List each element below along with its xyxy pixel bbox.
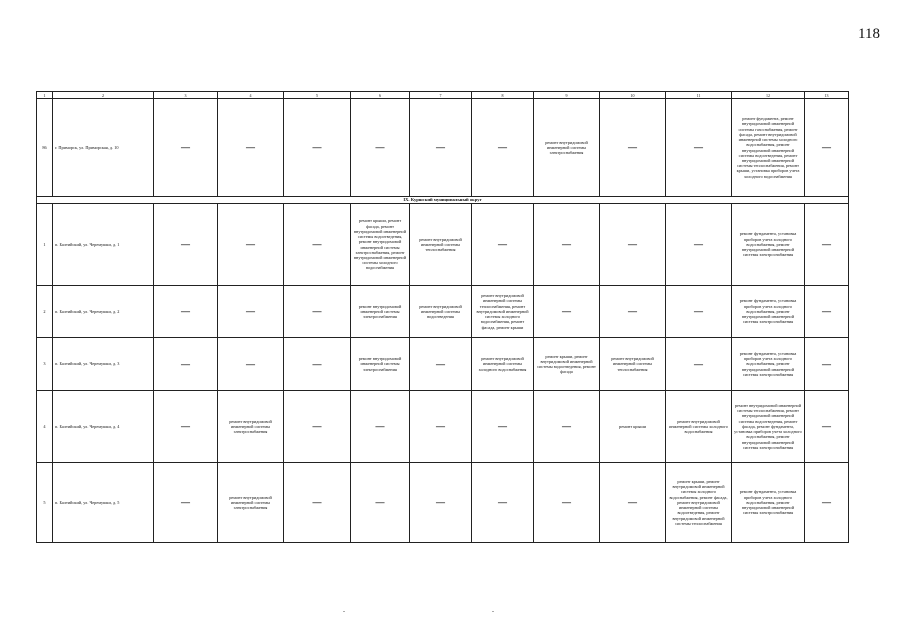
dash-cell: — <box>472 463 534 543</box>
work-cell: ремонт внутридомовой инженерной системы водоотведения <box>410 286 472 338</box>
dash-cell: — <box>154 99 218 197</box>
column-number: 6 <box>351 92 410 99</box>
work-cell: ремонт внутридомовой инженерной системы электроснабжения <box>534 99 600 197</box>
repair-schedule-table <box>36 91 849 543</box>
row-number: 3 <box>37 338 53 391</box>
column-number-row <box>37 92 849 99</box>
dash-cell: — <box>351 391 410 463</box>
column-number: 2 <box>53 92 154 99</box>
row-number: 4 <box>37 391 53 463</box>
column-number: 7 <box>410 92 472 99</box>
dash-cell: — <box>805 338 849 391</box>
dash-cell: — <box>284 463 351 543</box>
dash-cell: — <box>666 99 732 197</box>
dash-cell: — <box>154 286 218 338</box>
work-cell: ремонт фундамента, установка приборов учета холодного водоснабжения, ремонт внутридомовой инженерной системы электроснабжения <box>732 463 805 543</box>
dash-cell: — <box>472 391 534 463</box>
section-heading-row <box>37 197 849 204</box>
table-row <box>37 204 849 286</box>
scan-speck <box>492 611 494 612</box>
work-cell: ремонт внутридомовой инженерной системы теплоснабжения, ремонт внутридомовой инженерной системы холодного водоснабжения, ремонт фасада, ремонт крыши <box>472 286 534 338</box>
dash-cell: — <box>284 391 351 463</box>
column-number: 11 <box>666 92 732 99</box>
dash-cell: — <box>154 463 218 543</box>
dash-cell: — <box>534 391 600 463</box>
dash-cell: — <box>534 204 600 286</box>
work-cell: ремонт внутридомовой инженерной системы холодного водоснабжения <box>472 338 534 391</box>
dash-cell: — <box>154 204 218 286</box>
column-number: 8 <box>472 92 534 99</box>
dash-cell: — <box>805 99 849 197</box>
table-row <box>37 99 849 197</box>
column-number: 5 <box>284 92 351 99</box>
work-cell: ремонт фундамента, установка приборов учета холодного водоснабжения, ремонт внутридомовой инженерной системы электроснабжения <box>732 204 805 286</box>
dash-cell: — <box>154 338 218 391</box>
dash-cell: — <box>666 338 732 391</box>
row-number: 2 <box>37 286 53 338</box>
table-row <box>37 286 849 338</box>
work-cell: ремонт внутридомовой инженерной системы электроснабжения <box>351 338 410 391</box>
dash-cell: — <box>410 338 472 391</box>
dash-cell: — <box>666 286 732 338</box>
column-number: 12 <box>732 92 805 99</box>
address-cell: г. Приморск, ул. Приморская, д. 10 <box>53 99 154 197</box>
dash-cell: — <box>805 463 849 543</box>
address-cell: п. Балтийский, ул. Черемушки, д. 3 <box>53 338 154 391</box>
work-cell: ремонт крыши <box>600 391 666 463</box>
work-cell: ремонт внутридомовой инженерной системы электроснабжения <box>218 391 284 463</box>
dash-cell: — <box>154 391 218 463</box>
dash-cell: — <box>472 99 534 197</box>
dash-cell: — <box>805 204 849 286</box>
work-cell: ремонт фундамента, установка приборов учета холодного водоснабжения, ремонт внутридомовой инженерной системы электроснабжения <box>732 286 805 338</box>
dash-cell: — <box>666 204 732 286</box>
dash-cell: — <box>805 286 849 338</box>
work-cell: ремонт внутридомовой инженерной системы электроснабжения <box>218 463 284 543</box>
dash-cell: — <box>534 286 600 338</box>
dash-cell: — <box>805 391 849 463</box>
address-cell: п. Балтийский, ул. Черемушки, д. 1 <box>53 204 154 286</box>
address-cell: п. Балтийский, ул. Черемушки, д. 2 <box>53 286 154 338</box>
address-cell: п. Балтийский, ул. Черемушки, д. 4 <box>53 391 154 463</box>
dash-cell: — <box>351 99 410 197</box>
dash-cell: — <box>600 463 666 543</box>
dash-cell: — <box>410 99 472 197</box>
column-number: 10 <box>600 92 666 99</box>
dash-cell: — <box>472 204 534 286</box>
work-cell: ремонт внутридомовой инженерной системы холодного водоснабжения <box>666 391 732 463</box>
dash-cell: — <box>410 463 472 543</box>
work-cell: ремонт внутридомовой инженерной системы теплоснабжения <box>600 338 666 391</box>
table-row <box>37 338 849 391</box>
page-number: 118 <box>858 26 880 42</box>
row-number: 5 <box>37 463 53 543</box>
dash-cell: — <box>284 338 351 391</box>
row-number: 1 <box>37 204 53 286</box>
dash-cell: — <box>534 463 600 543</box>
scan-speck <box>343 611 345 612</box>
column-number: 9 <box>534 92 600 99</box>
dash-cell: — <box>284 99 351 197</box>
dash-cell: — <box>600 286 666 338</box>
section-title: IX. Куршский муниципальный округ <box>37 197 849 204</box>
dash-cell: — <box>218 286 284 338</box>
work-cell: ремонт крыши, ремонт внутридомовой инженерной системы холодного водоснабжения, ремонт фасада, ремонт внутридомовой инженерной системы водоотведения, ремонт внутридомовой инженерной системы теплоснабжения <box>666 463 732 543</box>
work-cell: ремонт внутридомовой инженерной системы теплоснабжения, ремонт внутридомовой инженерной системы водоотведения, ремонт фасада, ремонт фундамента, установка приборов учета холодного водоснабжения, ремонт внутридомовой инженерной системы электроснабжения <box>732 391 805 463</box>
dash-cell: — <box>600 99 666 197</box>
dash-cell: — <box>410 391 472 463</box>
work-cell: ремонт крыши, ремонт внутридомовой инженерной системы водоотведения, ремонт фасада <box>534 338 600 391</box>
work-cell: ремонт внутридомовой инженерной системы теплоснабжения <box>410 204 472 286</box>
dash-cell: — <box>218 99 284 197</box>
dash-cell: — <box>600 204 666 286</box>
table-row <box>37 463 849 543</box>
address-cell: п. Балтийский, ул. Черемушки, д. 5 <box>53 463 154 543</box>
table-row <box>37 391 849 463</box>
column-number: 4 <box>218 92 284 99</box>
dash-cell: — <box>218 338 284 391</box>
column-number: 1 <box>37 92 53 99</box>
work-cell: ремонт крыши, ремонт фасада, ремонт внутридомовой инженерной системы водоотведения, ремонт внутридомовой инженерной системы электроснабжения, ремонт внутридомовой инженерной системы холодного водоснабжения <box>351 204 410 286</box>
dash-cell: — <box>218 204 284 286</box>
dash-cell: — <box>284 204 351 286</box>
work-cell: ремонт внутридомовой инженерной системы электроснабжения <box>351 286 410 338</box>
dash-cell: — <box>284 286 351 338</box>
row-number: 86 <box>37 99 53 197</box>
column-number: 3 <box>154 92 218 99</box>
column-number: 13 <box>805 92 849 99</box>
dash-cell: — <box>351 463 410 543</box>
work-cell: ремонт фундамента, установка приборов учета холодного водоснабжения, ремонт внутридомовой инженерной системы электроснабжения <box>732 338 805 391</box>
work-cell: ремонт фундамента, ремонт внутридомовой инженерной системы газоснабжения, ремонт фасада, ремонт внутридомовой инженерной системы холодного водоснабжения, ремонт внутридомовой инженерной системы водоотведения, ремонт внутридомовой инженерной системы теплоснабжения, ремонт крыши, установка приборов учета холодного водоснабжения <box>732 99 805 197</box>
